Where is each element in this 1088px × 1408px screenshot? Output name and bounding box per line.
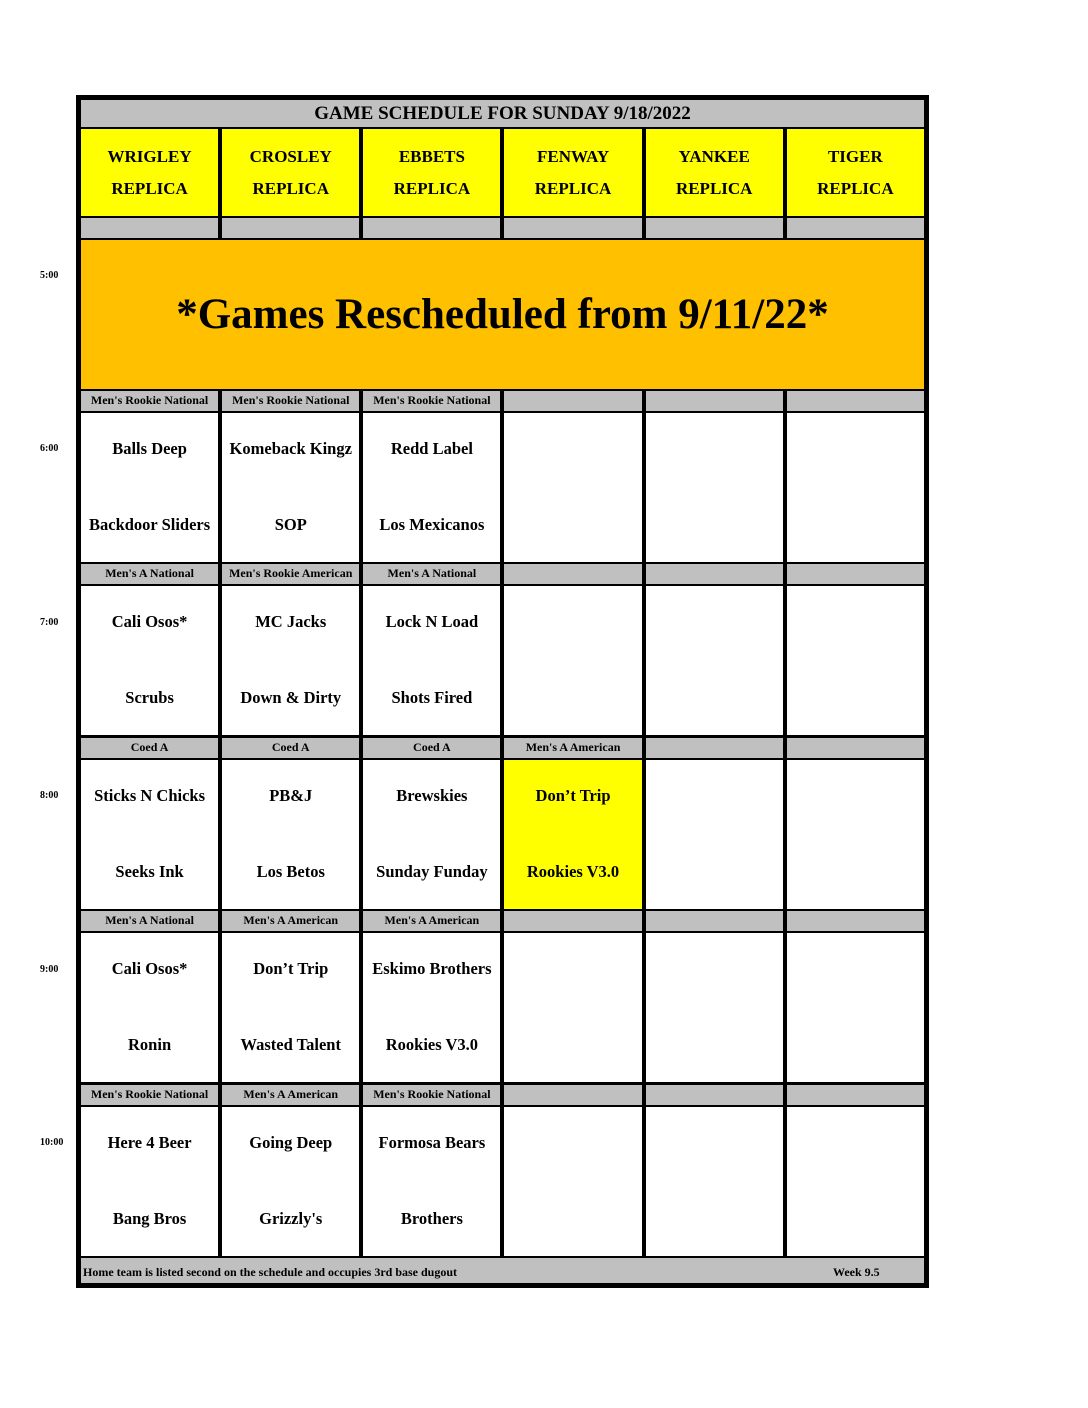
spacer-cell [220,216,361,240]
time-label: 10:00 [40,1137,64,1148]
spacer-cell [361,216,502,240]
field-header-row [79,127,926,218]
footer-row [79,1256,926,1285]
week-label: Week 9.5 [833,1265,880,1279]
game-cell [361,411,502,564]
field-name: TIGER [827,146,883,166]
game-cell [220,584,361,737]
game-cell [644,411,785,564]
home-team: Wasted Talent [240,1035,341,1054]
game-cell [644,758,785,911]
away-team: Redd Label [390,439,473,458]
home-team: SOP [274,515,307,534]
division-label [502,909,643,933]
game-row [79,584,926,737]
spacer-cell [79,216,220,240]
game-cell [502,931,643,1084]
division-row [79,562,926,586]
game-cell [220,1105,361,1258]
away-team: Don’t Trip [535,786,611,805]
game-row [79,1105,926,1258]
game-cell [361,931,502,1084]
home-team: Los Mexicanos [379,515,485,534]
division-label [785,1083,926,1107]
home-team: Rookies V3.0 [385,1035,479,1054]
away-team: MC Jacks [255,612,327,631]
game-cell [79,1105,220,1258]
division-label: Men's Rookie National [361,389,502,413]
footer-note: Home team is listed second on the schedule and occupies 3rd base dugout [83,1265,458,1279]
field-sub: REPLICA [393,178,471,198]
home-team: Scrubs [125,688,174,707]
title-row [79,98,926,129]
game-cell [361,1105,502,1258]
game-cell [785,758,926,911]
division-label: Men's A National [79,909,220,933]
division-row [79,736,926,760]
game-row [79,931,926,1084]
field-sub: REPLICA [675,178,753,198]
time-label: 8:00 [40,790,59,801]
field-header [785,127,926,218]
game-cell-highlighted [502,758,643,911]
game-cell [502,411,643,564]
game-cell [361,584,502,737]
away-team: Don’t Trip [253,959,329,978]
game-cell [79,411,220,564]
game-cell [79,758,220,911]
division-label: Men's A American [502,736,643,760]
spacer-row [79,216,926,240]
away-team: Here 4 Beer [107,1133,192,1152]
away-team: Eskimo Brothers [372,959,492,978]
game-cell [785,931,926,1084]
game-cell [79,584,220,737]
division-label [785,389,926,413]
division-label [644,736,785,760]
division-label [644,909,785,933]
division-label [785,909,926,933]
game-cell [79,931,220,1084]
division-label: Men's Rookie National [79,1083,220,1107]
away-team: Komeback Kingz [229,439,352,458]
banner-row [79,238,926,391]
field-sub: REPLICA [111,178,188,198]
away-team: Formosa Bears [378,1133,486,1152]
division-label [785,562,926,586]
game-cell [644,584,785,737]
time-label: 9:00 [40,964,59,975]
division-label [644,562,785,586]
division-label: Men's Rookie American [220,562,361,586]
home-team: Ronin [128,1035,172,1054]
home-team: Shots Fired [391,688,473,707]
time-label: 6:00 [40,443,59,454]
field-header [502,127,643,218]
game-cell [220,758,361,911]
division-label [502,562,643,586]
away-team: Balls Deep [112,439,187,458]
spacer-cell [502,216,643,240]
schedule-title: GAME SCHEDULE FOR SUNDAY 9/18/2022 [79,98,926,129]
home-team: Seeks Ink [115,862,184,881]
home-team: Backdoor Sliders [88,515,211,534]
time-label: 7:00 [40,617,59,628]
home-team: Bang Bros [112,1209,187,1228]
field-name: EBBETS [398,146,465,166]
field-sub: REPLICA [817,178,894,198]
away-team: Cali Osos* [111,612,188,631]
game-row [79,758,926,911]
division-label: Men's A American [220,1083,361,1107]
division-row [79,909,926,933]
spacer-cell [785,216,926,240]
division-label [644,389,785,413]
away-team: Cali Osos* [111,959,188,978]
game-cell [502,1105,643,1258]
reschedule-banner: *Games Rescheduled from 9/11/22* [79,238,926,391]
time-label-banner: 5:00 [40,270,59,281]
game-cell [785,584,926,737]
spacer-cell [644,216,785,240]
field-name: CROSLEY [249,146,332,166]
division-row [79,389,926,413]
game-cell [785,1105,926,1258]
field-name: YANKEE [678,146,750,166]
game-cell [220,411,361,564]
away-team: Going Deep [249,1133,333,1152]
game-cell [361,758,502,911]
field-name: WRIGLEY [107,146,192,166]
field-name: FENWAY [536,146,610,166]
away-team: Lock N Load [385,612,479,631]
game-cell [644,931,785,1084]
time-column [0,0,76,1408]
field-sub: REPLICA [252,178,329,198]
home-team: Sunday Funday [376,862,488,881]
division-label [502,1083,643,1107]
home-team: Down & Dirty [240,688,342,707]
division-row [79,1083,926,1107]
home-team: Rookies V3.0 [526,862,620,881]
away-team: Sticks N Chicks [94,786,206,805]
field-header [361,127,502,218]
home-team: Los Betos [256,862,325,881]
division-label: Men's Rookie National [220,389,361,413]
away-team: PB&J [269,786,313,805]
schedule-sheet [76,95,929,1288]
game-row [79,411,926,564]
field-header [79,127,220,218]
home-team: Grizzly's [259,1209,323,1228]
division-label: Men's Rookie National [361,1083,502,1107]
division-label: Men's A American [220,909,361,933]
field-header [220,127,361,218]
game-cell [785,411,926,564]
division-label [644,1083,785,1107]
division-label: Coed A [361,736,502,760]
division-label: Men's A American [361,909,502,933]
away-team: Brewskies [396,786,468,805]
footer [79,1256,926,1285]
field-header [644,127,785,218]
division-label: Men's A National [79,562,220,586]
division-label: Coed A [220,736,361,760]
home-team: Brothers [400,1209,463,1228]
division-label [502,389,643,413]
game-cell [502,584,643,737]
game-cell [644,1105,785,1258]
division-label: Coed A [79,736,220,760]
division-label: Men's A National [361,562,502,586]
field-sub: REPLICA [534,178,612,198]
division-label [785,736,926,760]
game-cell [220,931,361,1084]
division-label: Men's Rookie National [79,389,220,413]
